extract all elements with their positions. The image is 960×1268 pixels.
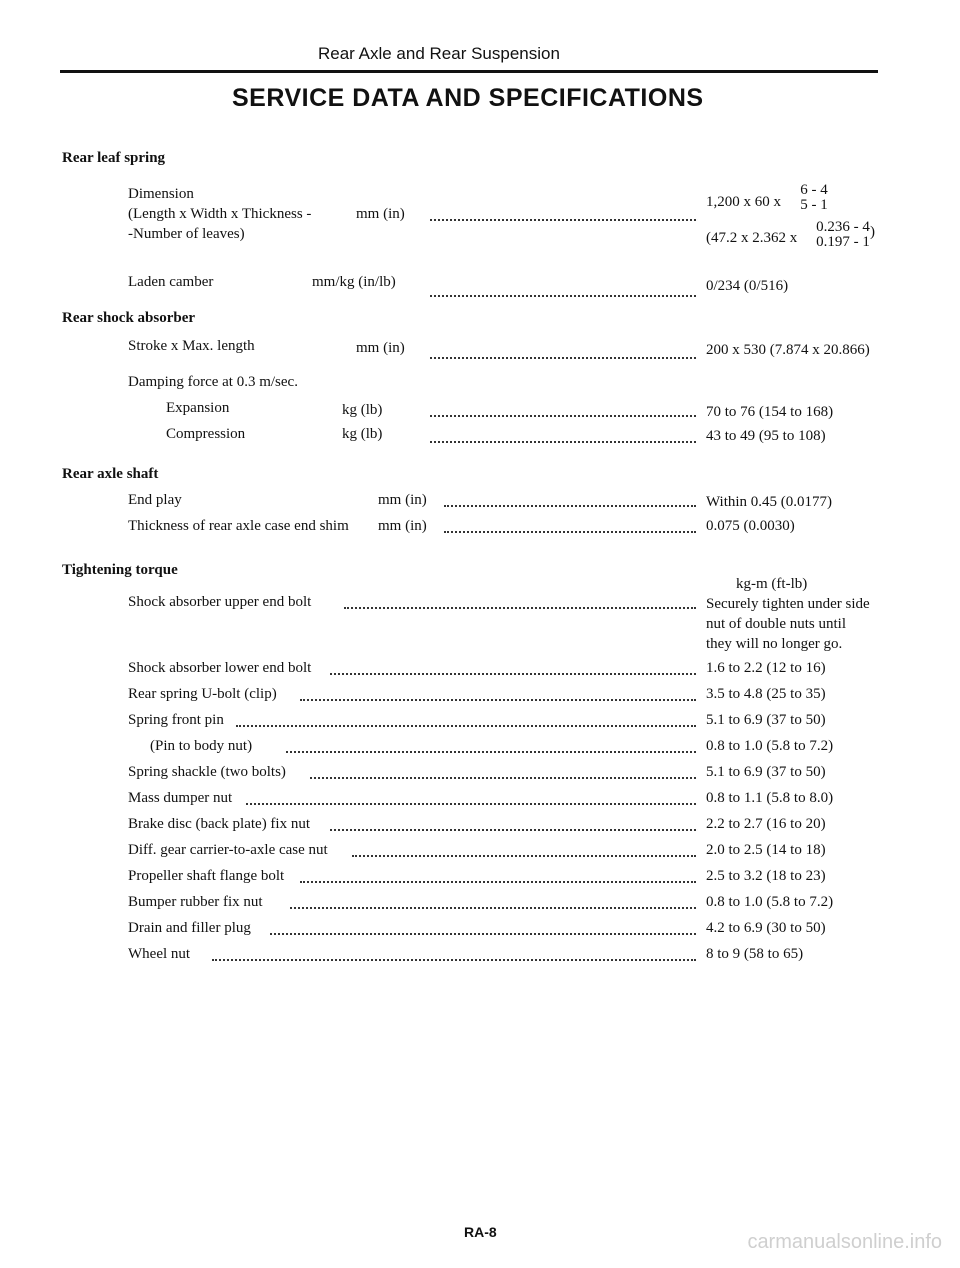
shock-upper-value: Securely tighten under side [706,596,870,612]
torque-row-value: 8 to 9 (58 to 65) [706,946,804,962]
shim-value: 0.075 (0.0030) [706,518,795,534]
leader-dots [236,710,696,727]
shim-label: Thickness of rear axle case end shim [128,518,349,534]
end-play-label: End play [128,492,182,508]
torque-row-label: Mass dumper nut [128,790,233,806]
leader-dots [270,918,696,935]
torque-row-value: 1.6 to 2.2 (12 to 16) [706,660,826,676]
torque-row-label: Brake disc (back plate) fix nut [128,816,311,832]
leader-dots [344,592,696,609]
torque-row-label: Spring front pin [128,712,224,728]
torque-row-label: Drain and filler plug [128,920,251,936]
leader-dots [330,658,696,675]
laden-camber-label: Laden camber [128,274,214,290]
laden-camber-value: 0/234 (0/516) [706,278,789,294]
dimension-value-mm-leaves [794,183,834,213]
leader-dots [286,736,696,753]
page-title: SERVICE DATA AND SPECIFICATIONS [232,84,704,112]
shim-unit: mm (in) [378,518,427,534]
leader-dots [430,426,696,443]
torque-row-label: Bumper rubber fix nut [128,894,263,910]
leader-dots [444,516,696,533]
page-number: RA-8 [464,1224,497,1240]
leader-dots [430,342,696,359]
damping-label: Damping force at 0.3 m/sec. [128,374,298,390]
stroke-unit: mm (in) [356,340,405,356]
leader-dots [352,840,696,857]
leader-dots [330,814,696,831]
dimension-label-line2: (Length x Width x Thickness - [128,206,312,222]
dimension-label-line3: -Number of leaves) [128,226,245,242]
dimension-unit: mm (in) [356,206,405,222]
torque-row-label: Rear spring U-bolt (clip) [128,686,277,702]
expansion-unit: kg (lb) [342,402,383,418]
shock-heading: Rear shock absorber [62,310,196,326]
torque-row-value: 5.1 to 6.9 (37 to 50) [706,764,826,780]
torque-row-value: 0.8 to 1.1 (5.8 to 8.0) [706,790,834,806]
torque-row-value: 0.8 to 1.0 (5.8 to 7.2) [706,738,834,754]
leader-dots [300,684,696,701]
torque-row-value: 2.0 to 2.5 (14 to 18) [706,842,826,858]
dimension-label: Dimension [128,186,194,202]
stroke-value: 200 x 530 (7.874 x 20.866) [706,342,870,358]
dimension-value-in: (47.2 x 2.362 x [706,230,798,246]
shock-upper-value-line3: they will no longer go. [706,636,843,652]
end-play-value: Within 0.45 (0.0177) [706,494,833,510]
expansion-value: 70 to 76 (154 to 168) [706,404,834,420]
leader-dots [290,892,696,909]
dimension-value-in-leaves [812,220,874,250]
torque-row-value: 4.2 to 6.9 (30 to 50) [706,920,826,936]
fraction-top: 6 - 4 [800,182,828,198]
axle-shaft-heading: Rear axle shaft [62,466,159,482]
shock-upper-value-line2: nut of double nuts until [706,616,846,632]
leader-dots [430,280,696,297]
watermark: carmanualsonline.info [747,1231,942,1253]
compression-label: Compression [166,426,246,442]
running-header: Rear Axle and Rear Suspension [318,44,560,63]
leader-dots [430,400,696,417]
torque-row-value: 0.8 to 1.0 (5.8 to 7.2) [706,894,834,910]
laden-camber-unit: mm/kg (in/lb) [312,274,396,290]
leaf-spring-heading: Rear leaf spring [62,150,166,166]
fraction-top: 0.236 - 4 [816,219,870,235]
dimension-value-mm: 1,200 x 60 x [706,194,781,210]
torque-heading: Tightening torque [62,562,178,578]
torque-row-value: 2.2 to 2.7 (16 to 20) [706,816,826,832]
torque-row-label: Shock absorber lower end bolt [128,660,312,676]
fraction-bottom: 5 - 1 [800,197,828,213]
compression-unit: kg (lb) [342,426,383,442]
torque-row-value: 2.5 to 3.2 (18 to 23) [706,868,826,884]
leader-dots [246,788,696,805]
shock-upper-label: Shock absorber upper end bolt [128,594,312,610]
torque-row-value: 5.1 to 6.9 (37 to 50) [706,712,826,728]
expansion-label: Expansion [166,400,230,416]
torque-row-value: 3.5 to 4.8 (25 to 35) [706,686,826,702]
torque-row-label: Spring shackle (two bolts) [128,764,286,780]
leader-dots [444,490,696,507]
leader-dots [212,944,696,961]
torque-row-label: Wheel nut [128,946,191,962]
torque-row-label: (Pin to body nut) [150,738,253,754]
compression-value: 43 to 49 (95 to 108) [706,428,826,444]
torque-unit: kg-m (ft-lb) [736,576,808,592]
dimension-value-close: ) [870,224,875,240]
fraction-bottom: 0.197 - 1 [816,234,870,250]
leader-dots [310,762,696,779]
header-rule [60,70,878,73]
leader-dots [430,204,696,221]
torque-row-label: Diff. gear carrier-to-axle case nut [128,842,328,858]
leader-dots [300,866,696,883]
torque-row-label: Propeller shaft flange bolt [128,868,285,884]
end-play-unit: mm (in) [378,492,427,508]
stroke-label: Stroke x Max. length [128,338,255,354]
